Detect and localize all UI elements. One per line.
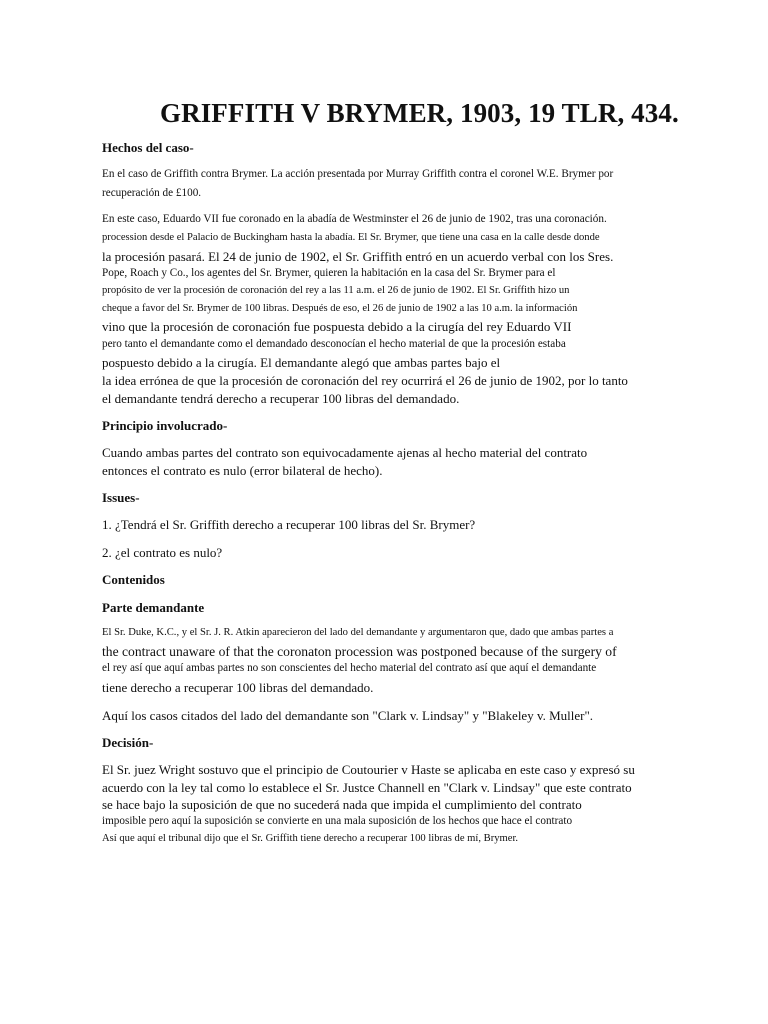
principle-text-line: Cuando ambas partes del contrato son equivocadamente ajenas al hecho material del contrato xyxy=(102,445,588,460)
facts-p2-line: la idea errónea de que la procesión de coronación del rey ocurrirá el 26 de junio de 1902, por lo tanto xyxy=(102,373,628,388)
facts-p2-line: vino que la procesión de coronación fue pospuesta debido a la cirugía del rey Eduardo VII xyxy=(102,319,572,334)
facts-p2-line: la procesión pasará. El 24 de junio de 1902, el Sr. Griffith entró en un acuerdo verbal con los Sres. xyxy=(102,249,614,264)
plaintiff-p2: Aquí los casos citados del lado del demandante son "Clark v. Lindsay" y "Blakeley v. Muller". xyxy=(102,708,594,723)
facts-p2-line: cheque a favor del Sr. Brymer de 100 libras. Después de eso, el 26 de junio de 1902 a las 10 a.m. la información xyxy=(102,303,578,314)
principle-heading: Principio involucrado- xyxy=(102,418,228,433)
decision-text-line: acuerdo con la ley tal como lo establece el Sr. Justce Channell en "Clark v. Lindsay" que este contrato xyxy=(102,780,632,795)
plaintiff-p1-line: tiene derecho a recuperar 100 libras del demandado. xyxy=(102,680,374,695)
decision-text-line: El Sr. juez Wright sostuvo que el principio de Coutourier v Haste se aplicaba en este caso y expresó su xyxy=(102,762,635,777)
contents-heading: Contenidos xyxy=(102,572,165,587)
plaintiff-heading: Parte demandante xyxy=(102,600,205,615)
facts-p2-line: procession desde el Palacio de Buckingham hasta la abadía. El Sr. Brymer, que tiene una casa en la calle desde donde xyxy=(102,232,600,243)
facts-p2-line: Pope, Roach y Co., los agentes del Sr. Brymer, quieren la habitación en la casa del Sr. Brymer para el xyxy=(102,267,556,279)
issue-item-1: 1. ¿Tendrá el Sr. Griffith derecho a recuperar 100 libras del Sr. Brymer? xyxy=(102,517,476,532)
decision-heading: Decisión- xyxy=(102,735,154,750)
decision-text-line: se hace bajo la suposición de que no sucederá nada que impida el cumplimiento del contrato xyxy=(102,797,582,812)
facts-p2-line: propósito de ver la procesión de coronación del rey a las 11 a.m. el 26 de junio de 1902. El Sr. Griffith hizo un xyxy=(102,285,570,296)
principle-text-line: entonces el contrato es nulo (error bilateral de hecho). xyxy=(102,463,383,478)
plaintiff-p1-line: the contract unaware of that the coronaton procession was postponed because of the surgery of xyxy=(102,644,617,659)
facts-p2-line: pospuesto debido a la cirugía. El demandante alegó que ambas partes bajo el xyxy=(102,355,501,370)
decision-text-line: Así que aquí el tribunal dijo que el Sr. Griffith tiene derecho a recuperar 100 libras de mí, Brymer. xyxy=(102,833,519,844)
facts-p2-line: el demandante tendrá derecho a recuperar 100 libras del demandado. xyxy=(102,391,460,406)
issues-heading: Issues- xyxy=(102,490,140,505)
facts-heading: Hechos del caso- xyxy=(102,140,194,155)
facts-p1-line: En el caso de Griffith contra Brymer. La acción presentada por Murray Griffith contra el coronel W.E. Brymer por xyxy=(102,168,614,180)
facts-p1-line: recuperación de £100. xyxy=(102,187,202,199)
decision-text-line: imposible pero aquí la suposición se convierte en una mala suposición de los hechos que hace el contrato xyxy=(102,815,573,827)
facts-p2-line: En este caso, Eduardo VII fue coronado en la abadía de Westminster el 26 de junio de 1902, tras una coronación. xyxy=(102,213,607,225)
plaintiff-p1-line: el rey así que aquí ambas partes no son conscientes del hecho material del contrato así que aquí el demandante xyxy=(102,662,597,674)
document-title: GRIFFITH V BRYMER, 1903, 19 TLR, 434. xyxy=(160,98,679,128)
facts-p2-line: pero tanto el demandante como el demandado desconocían el hecho material de que la procesión estaba xyxy=(102,338,566,350)
issue-item-2: 2. ¿el contrato es nulo? xyxy=(102,545,223,560)
plaintiff-p1-line: El Sr. Duke, K.C., y el Sr. J. R. Atkin aparecieron del lado del demandante y argumentaron que, dado que ambas partes a xyxy=(102,627,614,638)
